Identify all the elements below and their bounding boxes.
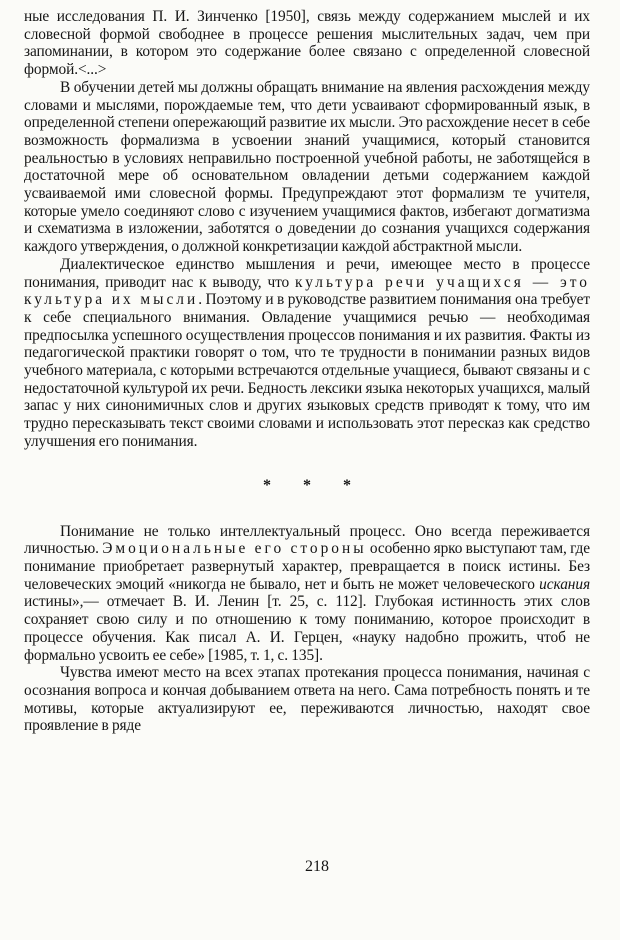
paragraph-5-text: Чувства имеют место на всех этапах протекания процесса понимания, начиная с осознания вопроса и кончая добыванием ответа на него. Сама потребность понять и те мотивы, которые актуализируют ее, переживаются личностью, находят свое проявление в ряде xyxy=(24,664,590,735)
paragraph-4-text-b: особенно ярко выступают там, где понимание приобретает развернутый характер, превращается в поиск истины. Без человеческих эмоций «никогда не бывало, нет и быть не может человеческого xyxy=(24,540,590,593)
paragraph-1 xyxy=(24,8,590,79)
paragraph-4-italic-word: искания xyxy=(539,575,590,593)
paragraph-2-text: В обучении детей мы должны обращать внимание на явления расхождения между словами и мыслями, порождаемые тем, что дети усваивают сформированный язык, в определенной степени опережающий развитие их мысли. Это расхождение несет в себе возможность формализма в усвоении знаний учащимися, который становится реальностью в условиях неправильно построенной учебной работы, не заботящейся в достаточной мере об основательном овладении детьми содержанием каждой усваиваемой ими словесной формы. Предупреждают этот формализм те учителя, которые умело соединяют слово с изучением учащимися фактов, избегают догматизма и схематизма в изложении, заботятся о доведении до сознания учащихся содержания каждого утверждения, о должной конкретизации каждой абстрактной мысли. xyxy=(24,78,590,256)
paragraph-3-text-a: Диалектическое единство мышления и речи, имеющее место в процессе понимания, приводит нас к выводу, что xyxy=(24,255,590,291)
paragraph-4-text-c: истины»,— отмечает В. И. Ленин [т. 25, с. 112]. Глубокая истинность этих слов сохраняет свою силу и по отношению к тому пониманию, которое происходит в процессе обучения. Как писал А. И. Герцен, «науку надобно прожить, чтоб не формально усвоить ее себе» [1985, т. 1, с. 135]. xyxy=(24,593,590,664)
page-number: 218 xyxy=(305,858,329,875)
paragraph-4-text-a: Понимание не только интеллектуальный процесс. Оно всегда переживается личностью. xyxy=(24,522,590,558)
paragraph-3 xyxy=(24,256,590,451)
paragraph-1-text: ные исследования П. И. Зинченко [1950], связь между содержанием мыслей и их словесной формой свободнее в процессе решения мыслительных задач, чем при запоминании, в котором это содержание более связано с определенной словесной формой.<...> xyxy=(24,8,590,79)
paragraph-5 xyxy=(24,664,590,735)
paragraph-2 xyxy=(24,79,590,256)
paragraph-3-spaced-emphasis: культура речи учащихся — это культура их мысли xyxy=(24,273,590,309)
section-separator: * * * xyxy=(263,476,365,494)
paragraph-4 xyxy=(24,523,590,665)
paragraph-3-text-b: . Поэтому и в руководстве развитием понимания она требует к себе специального внимания. Овладение учащимися речью — необходимая предпосылка успешного осуществления процессов понимания и их развития. Факты из педагогической практики говорят о том, что те трудности в понимании разных видов учебного материала, с которыми встречаются отдельные учащиеся, бывают связаны и с недостаточной культурой их речи. Бедность лексики языка некоторых учащихся, малый запас у них синонимичных слов и других языковых средств приводят к тому, что им трудно пересказывать текст своими словами и использовать этот пересказ как средство улучшения его понимания. xyxy=(24,291,590,450)
paragraph-4-spaced-emphasis: Эмоциональные его стороны xyxy=(102,540,367,558)
